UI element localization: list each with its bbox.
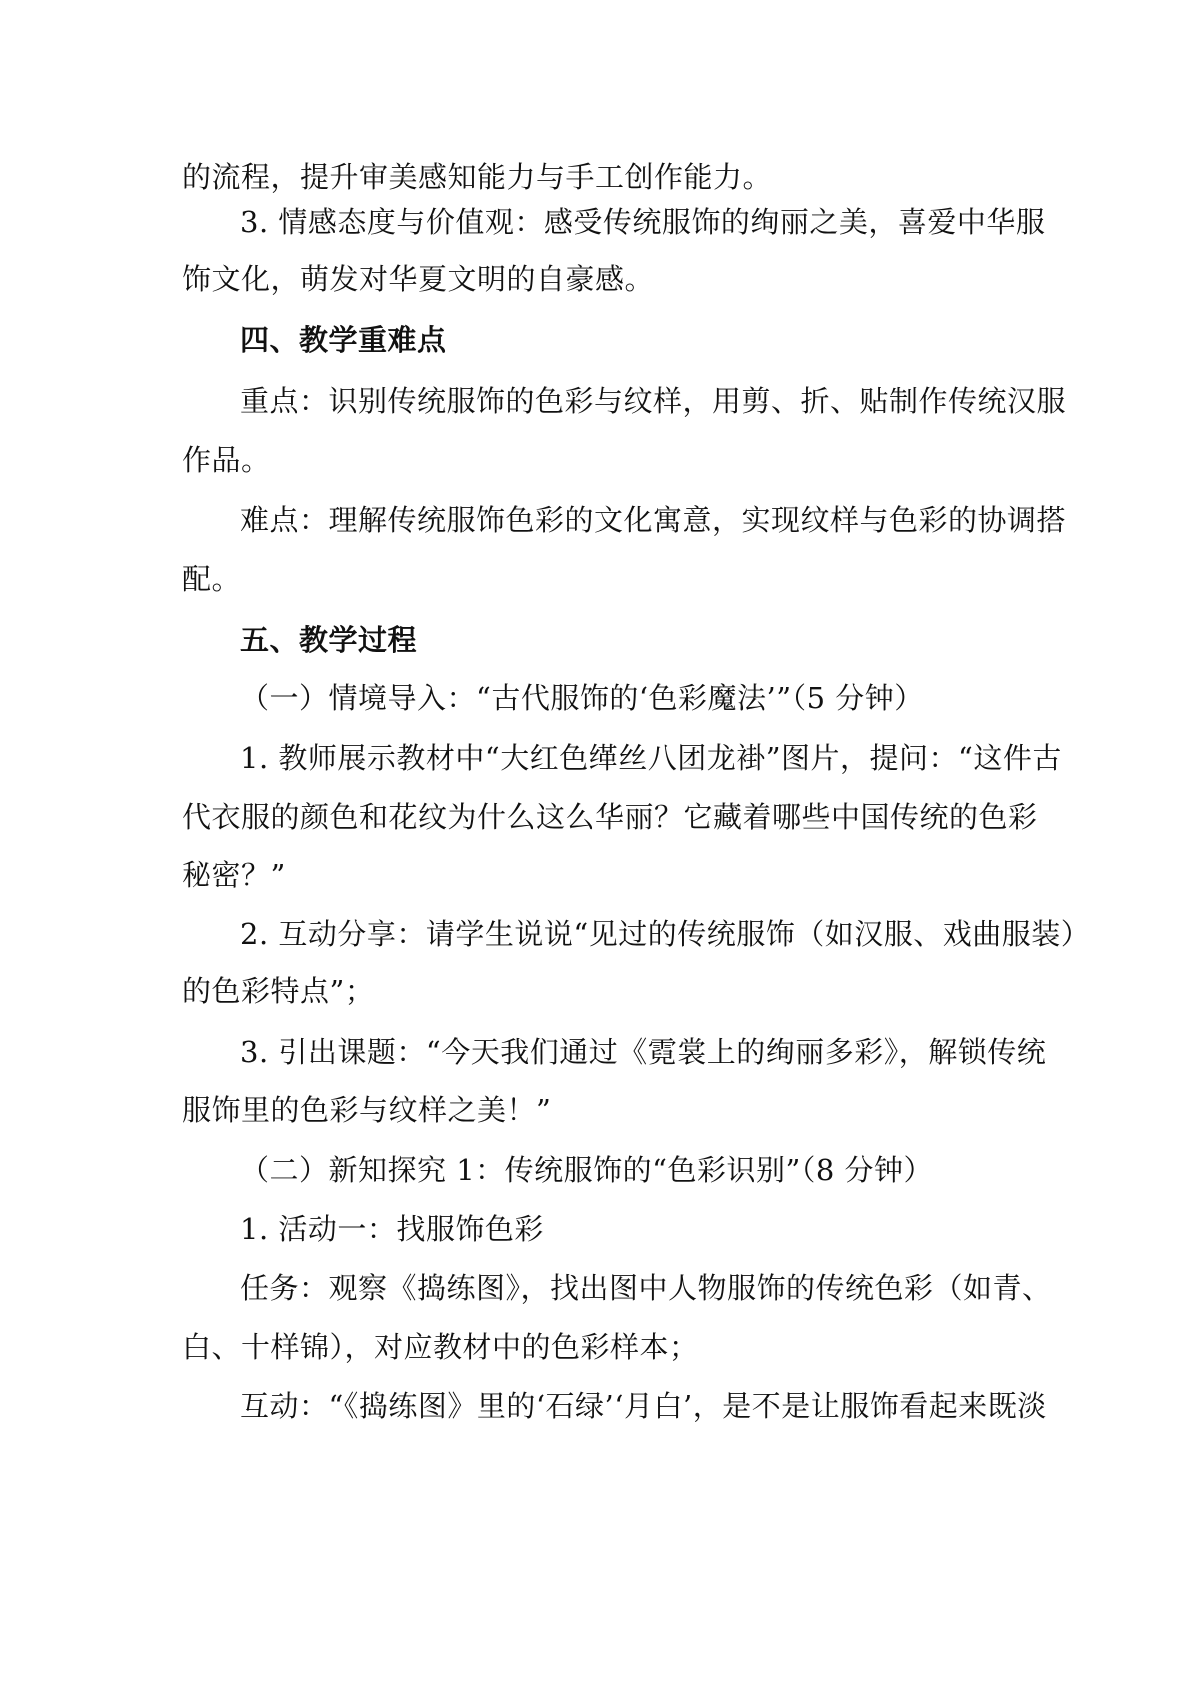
section-heading: 五、教学过程: [240, 623, 418, 657]
subsection-heading: （一）情境导入：“古代服饰的‘色彩魔法’”（5 分钟）: [240, 681, 924, 715]
body-text-line: 互动：“《捣练图》里的‘石绿’‘月白’，是不是让服饰看起来既淡: [240, 1389, 1047, 1423]
body-text-line: 难点：理解传统服饰色彩的文化寓意，实现纹样与色彩的协调搭: [240, 503, 1067, 537]
body-text-line: 3. 引出课题：“今天我们通过《霓裳上的绚丽多彩》，解锁传统: [240, 1035, 1047, 1069]
body-text-line: 1. 教师展示教材中“大红色缂丝八团龙褂”图片，提问：“这件古: [240, 741, 1062, 775]
body-text-line: 重点：识别传统服饰的色彩与纹样，用剪、折、贴制作传统汉服: [240, 384, 1067, 418]
body-text-line: 的色彩特点”；: [182, 974, 375, 1008]
body-text-line: 作品。: [182, 443, 271, 477]
body-text-line: 3. 情感态度与价值观：感受传统服饰的绚丽之美，喜爱中华服: [240, 205, 1046, 239]
body-text-line: 配。: [182, 562, 242, 596]
section-heading: 四、教学重难点: [240, 323, 447, 357]
body-text-line: 饰文化，萌发对华夏文明的自豪感。: [182, 262, 655, 296]
subsection-heading: （二）新知探究 1：传统服饰的“色彩识别”（8 分钟）: [240, 1153, 933, 1187]
body-text-line: 服饰里的色彩与纹样之美！”: [182, 1093, 552, 1127]
body-text-line: 白、十样锦），对应教材中的色彩样本；: [182, 1330, 699, 1364]
body-text-line: 2. 互动分享：请学生说说“见过的传统服饰（如汉服、戏曲服装）: [240, 917, 1091, 951]
body-text-line: 任务：观察《捣练图》，找出图中人物服饰的传统色彩（如青、: [240, 1271, 1052, 1305]
body-text-line: 1. 活动一：找服饰色彩: [240, 1212, 544, 1246]
body-text-line: 代衣服的颜色和花纹为什么这么华丽？它藏着哪些中国传统的色彩: [182, 800, 1038, 834]
body-text-line: 秘密？”: [182, 858, 286, 892]
body-text-line: 的流程，提升审美感知能力与手工创作能力。: [182, 160, 773, 194]
